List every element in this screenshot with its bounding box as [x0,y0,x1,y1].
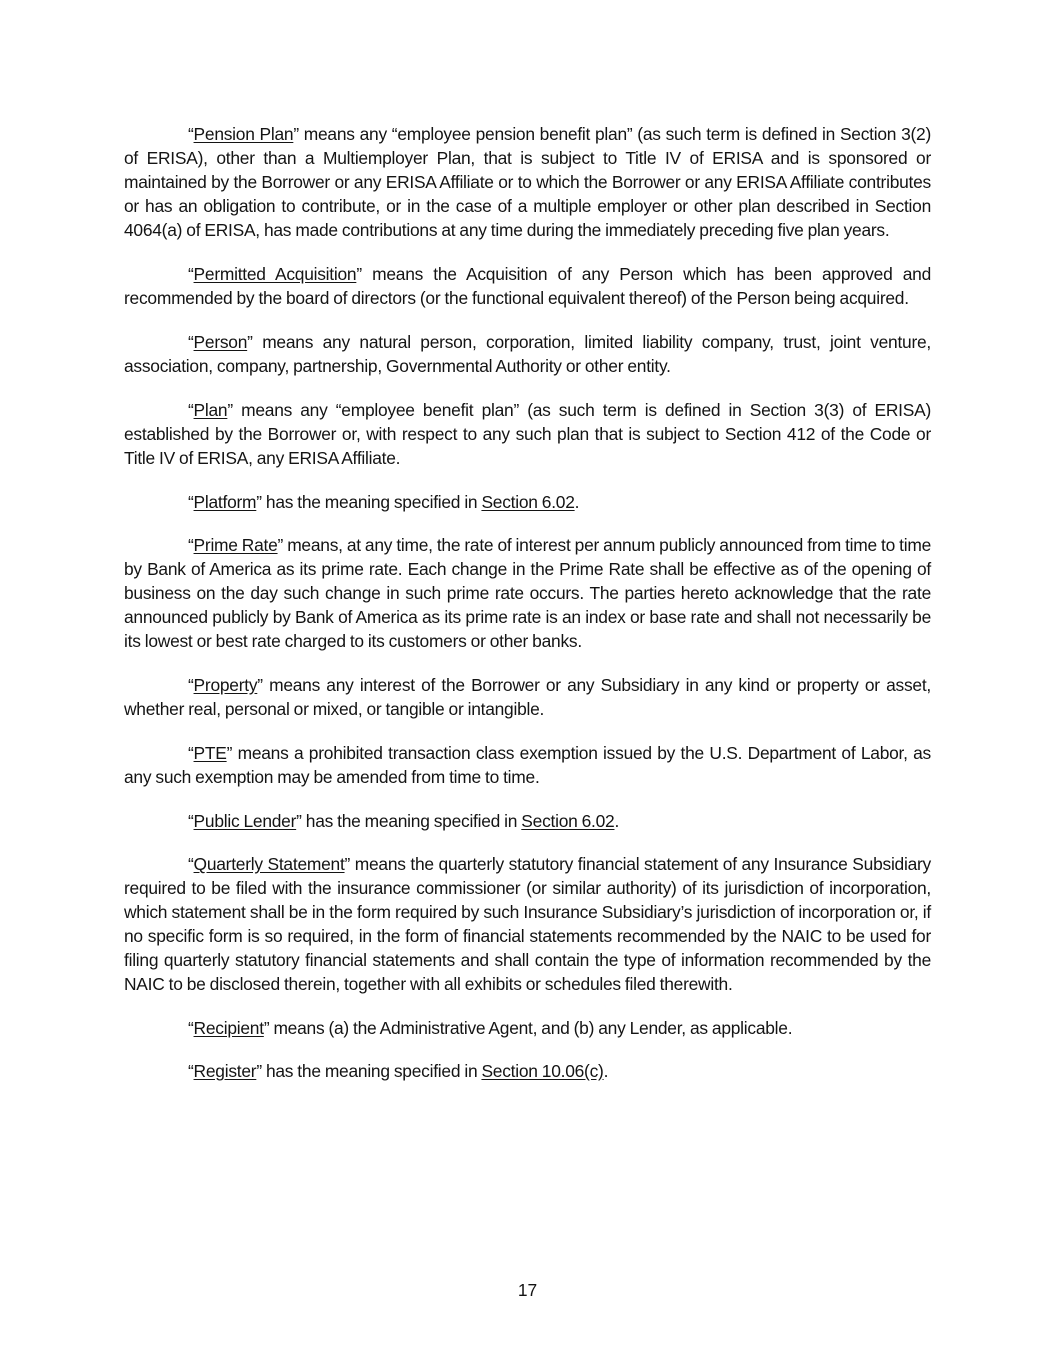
defined-term: Property [193,675,258,695]
definition-text: means a prohibited transaction class exemption issued by the U.S. Department of Labor, as any such exemption may be amended from time to time. [124,743,931,787]
definition-person: “Person” means any natural person, corporation, limited liability company, trust, joint venture, association, company, partnership, Governmental Authority or other entity. [124,332,931,376]
section-cross-reference[interactable]: Section 6.02 [481,492,575,512]
document-page [124,122,931,1102]
definition-property: “Property” means any interest of the Borrower or any Subsidiary in any kind or property or asset, whether real, personal or mixed, or tangible or intangible. [124,675,931,719]
defined-term: Platform [193,492,257,512]
definition-text: means any “employee benefit plan” (as such term is defined in Section 3(3) of ERISA) established by the Borrower or, with respect to any such plan that is subject to Section 412 of the Code or Title IV of ERISA, any ERISA Affiliate. [124,400,931,468]
defined-term: Public Lender [193,811,297,831]
definition-recipient: “Recipient” means (a) the Administrative Agent, and (b) any Lender, as applicable. [188,1018,793,1038]
definition-text: means any interest of the Borrower or any Subsidiary in any kind or property or asset, whether real, personal or mixed, or tangible or intangible. [124,675,931,719]
section-cross-reference[interactable]: Section 10.06(c) [481,1061,604,1081]
definition-register: “Register” has the meaning specified in Section 10.06(c). [188,1061,609,1081]
definition-plan: “Plan” means any “employee benefit plan” (as such term is defined in Section 3(3) of ERISA) established by the Borrower or, with respect to any such plan that is subject to Section 412 of the Code or Title IV of ERISA, any ERISA Affiliate. [124,400,931,468]
definition-pension-plan: “Pension Plan” means any “employee pension benefit plan” (as such term is defined in Section 3(2) of ERISA), other than a Multiemployer Plan, that is subject to Title IV of ERISA and is sponsored or maintained by the Borrower or any ERISA Affiliate or to which the Borrower or any ERISA Affiliate contributes or has an obligation to contribute, or in the case of a multiple employer or other plan described in Section 4064(a) of ERISA, has made contributions at any time during the immediately preceding five plan years. [124,124,932,240]
page-number: 17 [517,1280,538,1300]
definition-permitted-acquisition: “Permitted Acquisition” means the Acquisition of any Person which has been approved and recommended by the board of directors (or the functional equivalent thereof) of the Person being acquired. [124,264,931,308]
definition-text: means the Acquisition of any Person which has been approved and recommended by the board of directors (or the functional equivalent thereof) of the Person being acquired. [124,264,931,308]
section-cross-reference[interactable]: Section 6.02 [521,811,615,831]
definition-text: means (a) the Administrative Agent, and (b) any Lender, as applicable. [269,1018,793,1038]
definition-public-lender: “Public Lender” has the meaning specified in Section 6.02. [188,811,620,831]
definition-text: has the meaning specified in [261,1061,482,1081]
defined-term: Person [193,332,248,352]
defined-term: PTE [193,743,227,763]
definition-text: has the meaning specified in [261,492,482,512]
defined-term: Quarterly Statement [193,854,345,874]
definition-platform: “Platform” has the meaning specified in Section 6.02. [188,492,580,512]
definition-text: means any natural person, corporation, limited liability company, trust, joint venture, association, company, partnership, Governmental Authority or other entity. [124,332,931,376]
definition-text: means, at any time, the rate of interest per annum publicly announced from time to time by Bank of America as its prime rate. Each change in the Prime Rate shall be effective as of the opening of business on the day such change in such prime rate occurs. The parties hereto acknowledge that the rate announced publicly by Bank of America as its prime rate is an index or base rate and shall not necessarily be its lowest or best rate charged to its customers or other banks. [124,535,931,651]
definition-pte: “PTE” means a prohibited transaction class exemption issued by the U.S. Department of Labor, as any such exemption may be amended from time to time. [124,743,931,787]
definition-prime-rate: “Prime Rate” means, at any time, the rate of interest per annum publicly announced from time to time by Bank of America as its prime rate. Each change in the Prime Rate shall be effective as of the opening of business on the day such change in such prime rate occurs. The parties hereto acknowledge that the rate announced publicly by Bank of America as its prime rate is an index or base rate and shall not necessarily be its lowest or best rate charged to its customers or other banks. [124,535,931,651]
defined-term: Recipient [193,1018,264,1038]
defined-term: Register [193,1061,257,1081]
definition-text: means the quarterly statutory financial statement of any Insurance Subsidiary required to be filed with the insurance commissioner (or similar authority) of its jurisdiction of incorporation, which statement shall be in the form required by such Insurance Subsidiary’s jurisdiction of incorporation or, if no specific form is so required, in the form of financial statements recommended by the NAIC to be used for filing quarterly statutory financial statements and shall contain the type of information recommended by the NAIC to be disclosed therein, together with all exhibits or schedules filed therewith. [124,854,931,994]
defined-term: Permitted Acquisition [193,264,357,284]
definition-text: means any “employee pension benefit plan” (as such term is defined in Section 3(2) of ERISA), other than a Multiemployer Plan, that is subject to Title IV of ERISA and is sponsored or maintained by the Borrower or any ERISA Affiliate or to which the Borrower or any ERISA Affiliate contributes or has an obligation to contribute, or in the case of a multiple employer or other plan described in Section 4064(a) of ERISA, has made contributions at any time during the immediately preceding five plan years. [124,124,932,240]
defined-term: Pension Plan [193,124,294,144]
definition-quarterly-statement: “Quarterly Statement” means the quarterly statutory financial statement of any Insurance Subsidiary required to be filed with the insurance commissioner (or similar authority) of its jurisdiction of incorporation, which statement shall be in the form required by such Insurance Subsidiary’s jurisdiction of incorporation or, if no specific form is so required, in the form of financial statements recommended by the NAIC to be used for filing quarterly statutory financial statements and shall contain the type of information recommended by the NAIC to be disclosed therein, together with all exhibits or schedules filed therewith. [124,854,931,994]
definition-text: has the meaning specified in [301,811,522,831]
defined-term: Prime Rate [193,535,278,555]
defined-term: Plan [193,400,228,420]
